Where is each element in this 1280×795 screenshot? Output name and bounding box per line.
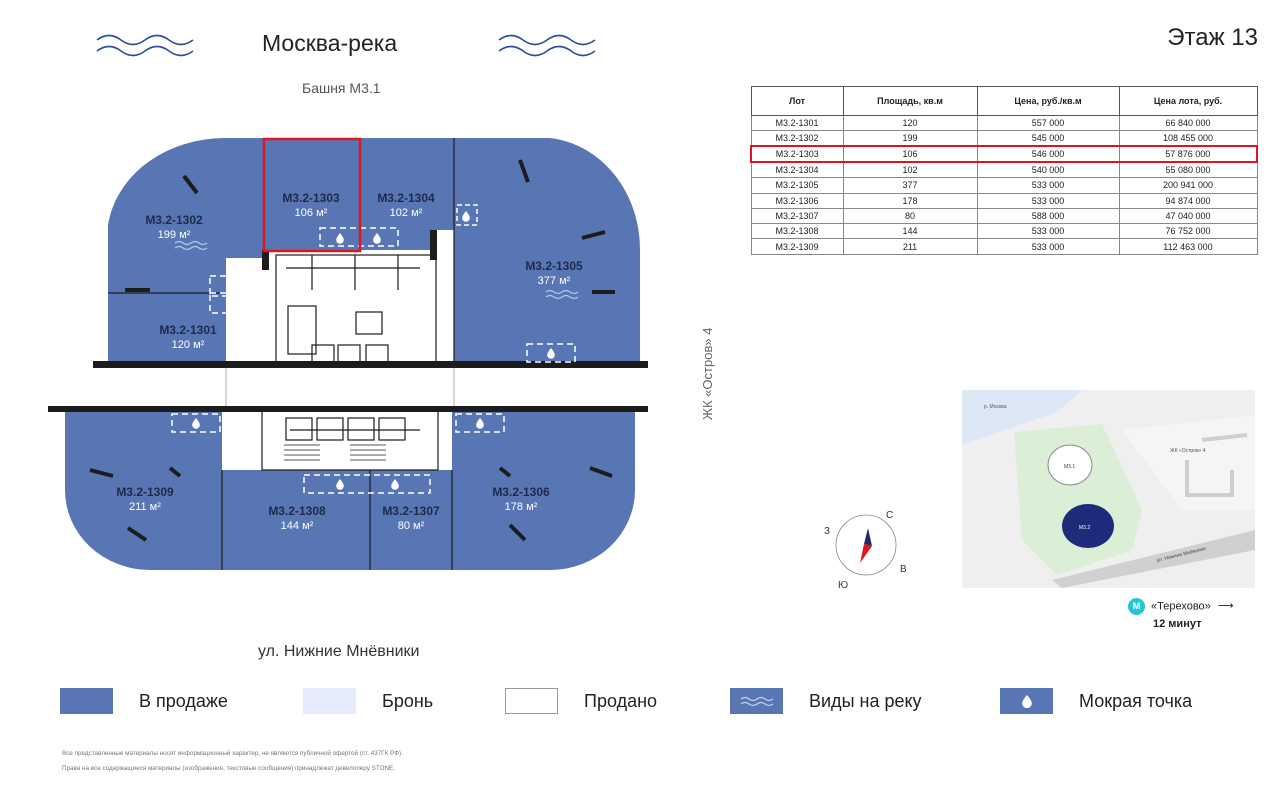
cell-lot: М3.2-1308 xyxy=(751,224,843,239)
unit-area-1307: 80 м² xyxy=(397,520,425,532)
cell-lot-price: 108 455 000 xyxy=(1119,131,1257,147)
cell-price-per-sqm: 540 000 xyxy=(977,162,1119,178)
cell-area: 106 xyxy=(843,146,977,162)
table-row[interactable] xyxy=(751,224,1257,239)
legend-swatch-reserved xyxy=(303,688,356,714)
cell-price-per-sqm: 533 000 xyxy=(977,178,1119,193)
price-table-header-row xyxy=(751,87,1257,116)
metro-walk-time: 12 минут xyxy=(1153,618,1202,630)
legend-label-wet-point: Мокрая точка xyxy=(1079,690,1193,711)
compass xyxy=(818,500,918,595)
unit-area-1309: 211 м² xyxy=(129,501,161,513)
legend-swatch-wet-point xyxy=(1000,688,1053,714)
legend-label-river-view: Виды на реку xyxy=(809,690,922,711)
unit-code-1302: М3.2-1302 xyxy=(145,213,203,227)
minimap-complex-label: ЖК «Остров» 4 xyxy=(1170,448,1206,454)
neighbor-complex-label: ЖК «Остров» 4 xyxy=(700,327,715,420)
table-row[interactable] xyxy=(751,131,1257,147)
location-minimap xyxy=(962,390,1255,588)
table-row[interactable] xyxy=(751,208,1257,223)
unit-area-1308: 144 м² xyxy=(280,520,314,532)
disclaimer-line: Права на все содержащиеся материалы (изображения, текстовые сообщения) принадлежат девелоперу STONE. xyxy=(62,765,395,772)
cell-lot-price: 66 840 000 xyxy=(1119,116,1257,131)
cell-lot-price: 94 874 000 xyxy=(1119,193,1257,208)
unit-m3-2-1305[interactable] xyxy=(454,138,640,362)
cell-price-per-sqm: 546 000 xyxy=(977,146,1119,162)
minimap-tower-m31-label: М3.1 xyxy=(1064,464,1076,470)
compass-east-label: В xyxy=(900,564,907,575)
water-drop-icon xyxy=(1021,694,1033,708)
cell-lot-price: 47 040 000 xyxy=(1119,208,1257,223)
unit-code-1303: М3.2-1303 xyxy=(282,191,340,205)
compass-needle-north xyxy=(864,528,872,546)
unit-code-1309: М3.2-1309 xyxy=(116,485,174,499)
table-row[interactable] xyxy=(751,162,1257,178)
legend-item-sold xyxy=(505,688,657,714)
cell-price-per-sqm: 545 000 xyxy=(977,131,1119,147)
legend-item-wet-point xyxy=(1000,688,1192,714)
street-label: ул. Нижние Мнёвники xyxy=(258,643,420,660)
cell-area: 144 xyxy=(843,224,977,239)
table-row[interactable] xyxy=(751,193,1257,208)
unit-area-1303: 106 м² xyxy=(294,207,328,219)
cell-lot: М3.2-1301 xyxy=(751,116,843,131)
cell-area: 199 xyxy=(843,131,977,147)
cell-lot-price: 55 080 000 xyxy=(1119,162,1257,178)
tower-name: Башня М3.1 xyxy=(302,80,381,96)
legend-swatch-sold xyxy=(505,688,558,714)
arrow-right-icon: ⟶ xyxy=(1217,600,1234,613)
unit-area-1305: 377 м² xyxy=(537,275,571,287)
cell-area: 178 xyxy=(843,193,977,208)
cell-lot-price: 76 752 000 xyxy=(1119,224,1257,239)
unit-area-1304: 102 м² xyxy=(389,207,423,219)
table-row-highlighted[interactable] xyxy=(751,146,1257,162)
cell-lot-price: 57 876 000 xyxy=(1119,146,1257,162)
unit-area-1306: 178 м² xyxy=(504,501,538,513)
compass-south-label: Ю xyxy=(838,580,849,591)
unit-code-1305: М3.2-1305 xyxy=(525,259,583,273)
unit-area-1301: 120 м² xyxy=(171,339,205,351)
metro-station-name: «Терехово» xyxy=(1151,600,1211,613)
cell-lot: М3.2-1302 xyxy=(751,131,843,147)
disclaimer-line: Все представленные материалы носят информационный характер, не являются публичной офертой (ст. 437ГК РФ). xyxy=(62,750,403,757)
cell-area: 377 xyxy=(843,178,977,193)
river-view-icon xyxy=(740,695,774,707)
price-table xyxy=(750,86,1258,255)
legend-item-for-sale xyxy=(60,688,228,714)
cell-lot-price: 200 941 000 xyxy=(1119,178,1257,193)
unit-code-1308: М3.2-1308 xyxy=(268,504,326,518)
cell-price-per-sqm: 557 000 xyxy=(977,116,1119,131)
cell-price-per-sqm: 533 000 xyxy=(977,224,1119,239)
legend-label-for-sale: В продаже xyxy=(139,690,228,711)
cell-lot: М3.2-1306 xyxy=(751,193,843,208)
cell-area: 211 xyxy=(843,239,977,254)
minimap-tower-m32-label: М3.2 xyxy=(1079,525,1091,531)
unit-code-1304: М3.2-1304 xyxy=(377,191,435,205)
legend-swatch-river-view xyxy=(730,688,783,714)
cell-area: 80 xyxy=(843,208,977,223)
compass-needle-south xyxy=(860,544,872,563)
column-header-lot-price: Цена лота, руб. xyxy=(1119,87,1257,116)
table-row[interactable] xyxy=(751,116,1257,131)
floor-plan xyxy=(0,0,700,640)
column-header-price-per-sqm: Цена, руб./кв.м xyxy=(977,87,1119,116)
cell-lot-price: 112 463 000 xyxy=(1119,239,1257,254)
floor-title: Этаж 13 xyxy=(1167,24,1258,51)
metro-info xyxy=(1128,598,1234,615)
minimap-river-label: р. Москва xyxy=(984,404,1007,410)
cell-price-per-sqm: 588 000 xyxy=(977,208,1119,223)
unit-code-1301: М3.2-1301 xyxy=(159,323,217,337)
cell-price-per-sqm: 533 000 xyxy=(977,193,1119,208)
cell-lot: М3.2-1309 xyxy=(751,239,843,254)
table-row[interactable] xyxy=(751,178,1257,193)
cell-lot: М3.2-1305 xyxy=(751,178,843,193)
unit-area-1302: 199 м² xyxy=(157,229,191,241)
compass-west-label: З xyxy=(824,526,831,537)
table-row[interactable] xyxy=(751,239,1257,254)
cell-area: 102 xyxy=(843,162,977,178)
cell-area: 120 xyxy=(843,116,977,131)
legend-swatch-for-sale xyxy=(60,688,113,714)
disclaimer xyxy=(62,746,403,776)
unit-code-1307: М3.2-1307 xyxy=(382,504,440,518)
compass-north-label: С xyxy=(886,510,894,521)
cell-lot: М3.2-1303 xyxy=(751,146,843,162)
minimap-street-label: ул. Нижние Мнёвники xyxy=(1156,545,1207,564)
legend-label-sold: Продано xyxy=(584,690,658,711)
unit-code-1306: М3.2-1306 xyxy=(492,485,550,499)
cell-price-per-sqm: 533 000 xyxy=(977,239,1119,254)
cell-lot: М3.2-1304 xyxy=(751,162,843,178)
legend-label-reserved: Бронь xyxy=(382,690,434,711)
cell-lot: М3.2-1307 xyxy=(751,208,843,223)
column-header-lot: Лот xyxy=(751,87,843,116)
column-header-area: Площадь, кв.м xyxy=(843,87,977,116)
legend-item-river-view xyxy=(730,688,922,714)
river-title: Москва-река xyxy=(262,30,398,56)
legend-item-reserved xyxy=(303,688,433,714)
metro-icon: М xyxy=(1128,598,1145,615)
